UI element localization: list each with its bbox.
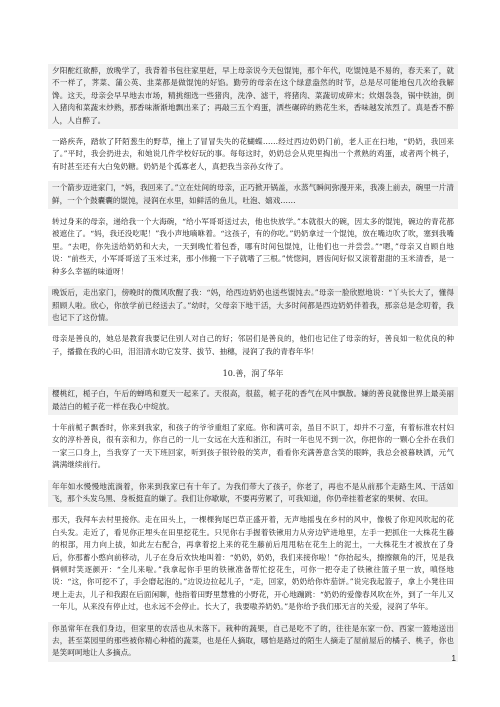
page-number: 1: [451, 654, 456, 663]
section-title: 10.善，润了华年: [222, 369, 284, 379]
paragraph-2: 一路疾奔，踏软了阡陌葱生的野草，撞上了冒冒失失的花蝴蝶……经过西边奶奶门前，老人正在扫地，“奶奶，我回来了。”平时，我会扔进去，和她说几件学校好玩的事。每每这时，奶奶总会从兜里掏出一个煮熟的鸡蛋，或者两个桃子，有时甚至还有大白兔奶糖。奶奶是个孤寡老人，真把我当亲孙女待了。: [52, 137, 454, 171]
paragraph-6: 母亲是善良的，她总是教育我要记住别人对自己的好；邻居们是善良的，他们也记住了母亲的好，善良如一粒优良的种子，播撒在我的心田，泪泪清水助它发芽、拔节、抽穗，浸润了我的青春年华！: [52, 334, 454, 356]
document-body: [48, 64, 458, 662]
paragraph-1: 夕阳酡红欲醉，放晚学了，我背着书包往家里赶，早上母亲说今天包馄饨，那个年代，吃馄饨是不易的，春天来了，就不一样了，荠菜、蒲公英、韭菜都是做馄饨的好馅。勤劳的母亲在这个绿意盎然的时节，总是尽可能地包几次给我解馋。这天，母亲会早早地去市场，精挑细选一些猪肉，洗净、滤干，将猪肉、菜蔬切成碎末；炊烟袅袅，锅中铁油，倒入猪肉和菜蔬末炒熟，那香味渐渐地飘出来了；再敲三五个鸡蛋，洒些碾碎的熟花生米，香味越发浓烈了。真是香不醉人，人自醉了。: [48, 64, 458, 129]
paragraph-4: 转过身来的母亲，递给我一个大海碗，“给小军哥哥送过去，他也快放学。”本就很大的碗，因太多的馄饨，碗边的青花都被遮住了。“妈，我还没吃呢！”我小声地嘀咻着。“这孩子，有的你吃。”奶奶拿过一个馄饨，放在嘴边吹了吹，塞到我嘴里。“去吧，你先送给奶奶和大夫，一天到晚忙着包香，哪有时间包馄饨，让他们也一并尝尝。”“嗯，”母亲又自顾自地说：“前些天，小军哥哥送了玉米过来，那小伟搬一下子就嗜了三根。”恍惚间，唇齿间好似又滚着甜甜的玉米清香，是一种多么幸福的味道呀！: [52, 217, 454, 276]
paragraph-7: 樱桃红，栀子白，午后的蝉鸣和夏天一起来了。天很高，很蓝，栀子花的香气在风中飘散。嫌的善良就像世界上最美丽最洁白的栀子花一样在我心中绽放。: [48, 387, 458, 415]
paragraph-3: 一个箭步迈进家门，“妈，我回来了。”立在灶间的母亲，正巧掀开锅盖，水蒸气瞬间弥漫开来，我凑上前去，碗里一片清鲜，一个个鼓囊囊的馄饨，浸润在水里，如鲜活的鱼儿，吐泡、嬉戏……: [48, 181, 458, 209]
paragraph-8: 十年前栀子飘香时，你来到我家，和孩子的爷爷重组了家庭。你和满可亲，虽目不识丁，却并不刁蛮，有着标准农村妇女的淳朴善良，很有亲和力，你自己的一儿一女远在大连和浙江，有时一年也见不到一次，你把你的一颗心全扑在我们一家三口身上，当我穿了一天下班回家，听到孩子银铃般的笑声，看看你充满善意含笑的眼眸，我总会被暮映洒，元气满满继续前行。: [52, 422, 454, 470]
paragraph-5: 晚饭后，走出家门，傍晚时的微风吹醒了我：“妈，给西边奶奶也送些馄饨去。”母亲一脸欣慰地说：“丫头长大了，懂得照顾人啦。欣心，你放学前已经送去了。”幼时，父母亲下地干活，大多时间都是西边奶奶伴着我，那亲总是念叨着，我也记下了这份情。: [48, 286, 458, 326]
paragraph-9: 年年如水慢慢地流淌着，你来到我家已有十年了。为我们带大了孩子，你老了，再也不是从前那个走路生风、干活如飞，那个头发乌黑、身板挺直的嫌了。我们让你歇歇，不要再劳累了，可我知道，你仍牵挂着老家的果树、农田。: [48, 480, 458, 508]
paragraph-11: 你虽常年在我们身边，但家里的农活也从未落下。栽种的蔬果，自己是吃不了的，往往是东家一份、西家一篮地送出去，甚至菜园里的那些被你精心种植的蔬菜，也是任人摘取，哪怕是路过的陌生人摘走了屋前屋后的橘子、桃子，你也是笑呵呵地让人多摘点。: [48, 622, 458, 662]
paragraph-10: 那天，我拜车去村里接你。走在田头上，一棵棵狗尾巴草正盛开着，无声地摇曳在乡村的风中，像极了你迎风吹起的花白头发。走近了，看见你正埋头在田里挖花生。只见你右手握着铁锹用力从旁边铲进地里，左手一把抓住一大株花生藤的根部，用力向上拔，如此左右配合，再拿着挖上来的花生藤前后甩甩粘在花生上的泥土，一大株花生才被放在了身后，你那蓄小憨向前移动，儿子在身后欢快地叫着：“奶奶，奶奶，我们来接你啦！”你抬起头，擦擦额角的汗，见是我俩顿时笑逐颜开：“全儿来啦。”我拿起你手里的铁锹准备帮忙挖花生，可你一把夺走了铁锹往篮子里一放，嗔怪地说：“这，你可挖不了，手会磨起泡的。”边说边拉起儿子，“走，回家，奶奶给你炸茄饼。”说完我起篮子，拿上小凳往田埂上走去，儿子和我跟在后面闲聊，他指着田野里慧雅的小野花，开心地蹦跳：“奶奶的爱像春风吹在外，到了一年儿又一年儿，从来没有停止过，也永远不会停止。长大了，我要嗷养奶奶。”是你给予我们那无言的关爱，浸润了华年。: [52, 515, 454, 612]
